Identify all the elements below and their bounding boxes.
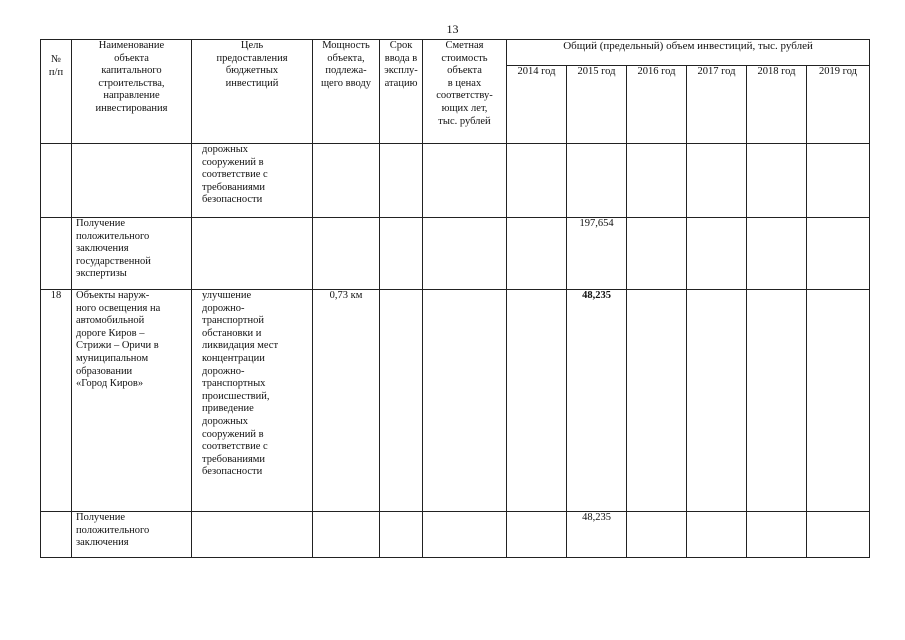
cell-estimate: [423, 144, 507, 218]
table-row: [41, 218, 870, 290]
header-term: Срок ввода в эксплу- атацию: [380, 40, 423, 144]
cell-name: Получение положительного заключения государственной экспертизы: [72, 218, 192, 290]
cell-year: [507, 144, 567, 218]
cell-year: [747, 218, 807, 290]
cell-name: Объекты наруж- ного освещения на автомобильной дороге Киров – Стрижи – Оричи в муниципальном образовании «Город Киров»: [72, 290, 192, 512]
cell-capacity: [313, 218, 380, 290]
page-number: 13: [446, 22, 459, 36]
cell-year: [687, 290, 747, 512]
cell-num: [41, 512, 72, 558]
header-name: Наименование объекта капитального строительства, направление инвестирования: [72, 40, 192, 144]
cell-year: [627, 218, 687, 290]
cell-num: 18: [41, 290, 72, 512]
cell-capacity: [313, 512, 380, 558]
cell-year: [627, 144, 687, 218]
cell-year: 48,235: [567, 512, 627, 558]
cell-year: [627, 512, 687, 558]
header-total: Общий (предельный) объем инвестиций, тыс. рублей: [507, 40, 870, 66]
header-year: 2015 год: [567, 66, 627, 144]
header-year: 2018 год: [747, 66, 807, 144]
cell-year: [747, 290, 807, 512]
cell-goal: дорожных сооружений в соответствие с требованиями безопасности: [192, 144, 313, 218]
header-year: 2016 год: [627, 66, 687, 144]
cell-goal: улучшение дорожно- транспортной обстановки и ликвидация мест концентрации дорожно- транспортных происшествий, приведение дорожных сооружений в соответствие с требованиями безопасности: [192, 290, 313, 512]
header-row-1: [41, 40, 870, 66]
header-capacity: Мощность объекта, подлежа- щего вводу: [313, 40, 380, 144]
cell-year: [807, 218, 870, 290]
header-year: 2014 год: [507, 66, 567, 144]
cell-goal: [192, 218, 313, 290]
cell-year: 197,654: [567, 218, 627, 290]
cell-year: [687, 144, 747, 218]
cell-num: [41, 218, 72, 290]
table-row: [41, 290, 870, 512]
cell-year: [507, 290, 567, 512]
cell-year: [807, 512, 870, 558]
cell-year: [567, 144, 627, 218]
investment-table: [40, 39, 870, 558]
cell-year: [687, 512, 747, 558]
table-row: [41, 144, 870, 218]
cell-estimate: [423, 290, 507, 512]
cell-name: [72, 144, 192, 218]
cell-year: [507, 512, 567, 558]
header-goal: Цель предоставления бюджетных инвестиций: [192, 40, 313, 144]
header-num: № п/п: [41, 40, 72, 144]
cell-year: 48,235: [567, 290, 627, 512]
cell-term: [380, 512, 423, 558]
cell-year: [807, 144, 870, 218]
cell-num: [41, 144, 72, 218]
cell-estimate: [423, 512, 507, 558]
cell-estimate: [423, 218, 507, 290]
cell-capacity: 0,73 км: [313, 290, 380, 512]
cell-year: [627, 290, 687, 512]
cell-year: [747, 512, 807, 558]
cell-term: [380, 218, 423, 290]
cell-year: [807, 290, 870, 512]
header-estimate: Сметная стоимость объекта в ценах соответству- ющих лет, тыс. рублей: [423, 40, 507, 144]
cell-year: [507, 218, 567, 290]
table-row: [41, 512, 870, 558]
cell-name: Получение положительного заключения: [72, 512, 192, 558]
cell-term: [380, 290, 423, 512]
cell-term: [380, 144, 423, 218]
header-year: 2017 год: [687, 66, 747, 144]
cell-goal: [192, 512, 313, 558]
cell-year: [747, 144, 807, 218]
header-year: 2019 год: [807, 66, 870, 144]
cell-year: [687, 218, 747, 290]
cell-capacity: [313, 144, 380, 218]
